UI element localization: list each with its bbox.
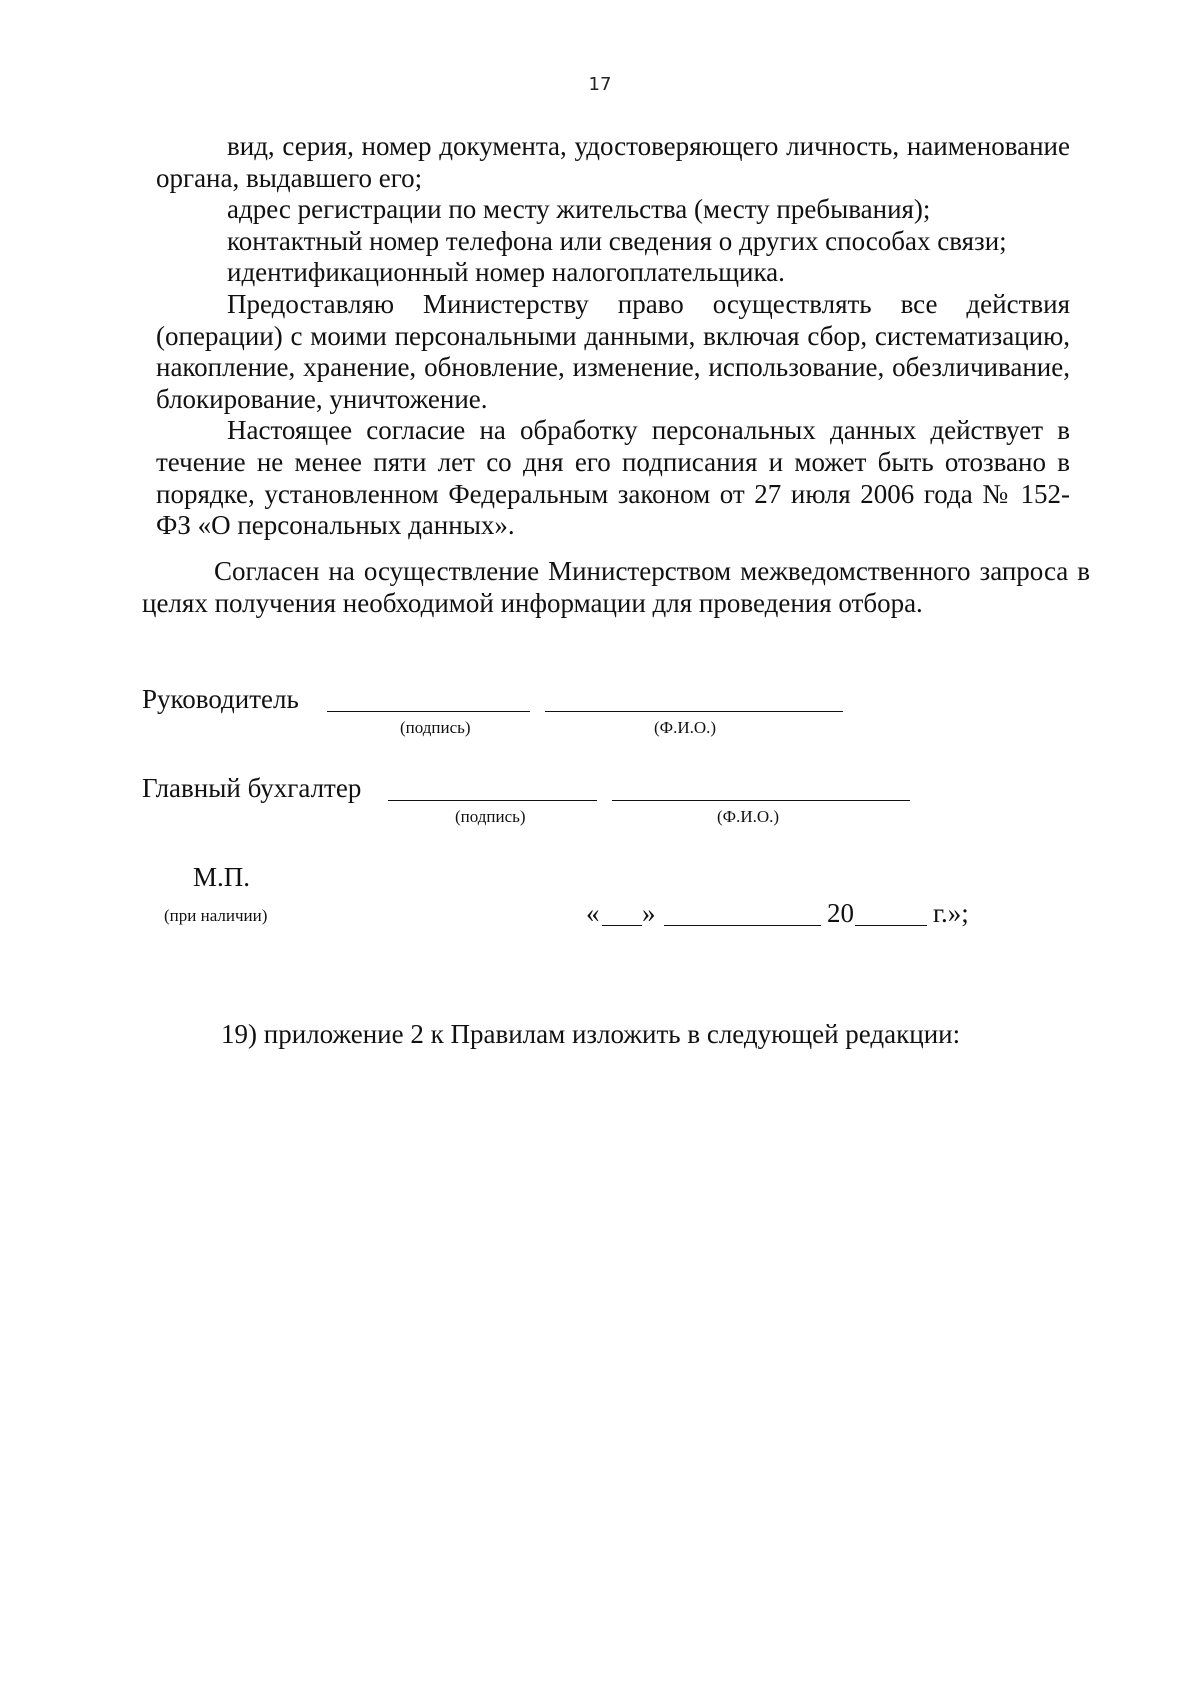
paragraph-address: адрес регистрации по месту жительства (месту пребывания);: [227, 194, 931, 225]
page-number: 17: [588, 74, 612, 95]
accountant-name-caption: (Ф.И.О.): [717, 807, 780, 826]
accountant-signature-line: [388, 800, 597, 801]
head-name-line: [545, 711, 843, 712]
paragraph-document-id: вид, серия, номер документа, удостоверяющего личность, наименование органа, выдавшего его;: [156, 131, 1070, 193]
date-suffix: г.»;: [933, 898, 969, 928]
date-year-line: [855, 925, 927, 926]
paragraph-interagency-consent: Согласен на осуществление Министерством межведомственного запроса в целях получения необходимой информации для проведения отбора.: [142, 556, 1090, 618]
date-month-line: [664, 925, 821, 926]
paragraph-inn: идентификационный номер налогоплательщика.: [227, 257, 785, 288]
date-open-quote: «: [586, 898, 600, 928]
head-name-caption: (Ф.И.О.): [654, 718, 717, 737]
date-close-quote: »: [642, 898, 656, 928]
head-signature-caption: (подпись): [400, 718, 471, 737]
date-year-prefix: 20: [827, 898, 854, 928]
amendment-text: 19) приложение 2 к Правилам изложить в следующей редакции:: [221, 1019, 961, 1049]
consent-body: [156, 131, 1070, 542]
paragraph-validity: Настоящее согласие на обработку персональных данных действует в течение не менее пяти лет со дня его подписания и может быть отозвано в порядке, установленном Федеральным законом от 27 июля 2006 года № 152-ФЗ «О персональных данных».: [156, 415, 1070, 541]
stamp-label: М.П.: [193, 862, 251, 892]
head-signature-line: [327, 711, 530, 712]
paragraph-rights: Предоставляю Министерству право осуществлять все действия (операции) с моими персональными данными, включая сбор, систематизацию, накопление, хранение, обновление, изменение, использование, обезличивание, блокирование, уничтожение.: [156, 288, 1070, 414]
stamp-note: (при наличии): [164, 906, 268, 925]
date-day-line: [602, 925, 642, 926]
head-label: Руководитель: [142, 684, 299, 714]
accountant-signature-caption: (подпись): [455, 807, 526, 826]
paragraph-contact: контактный номер телефона или сведения о других способах связи;: [227, 225, 1007, 256]
accountant-label: Главный бухгалтер: [142, 773, 362, 803]
accountant-name-line: [612, 800, 910, 801]
